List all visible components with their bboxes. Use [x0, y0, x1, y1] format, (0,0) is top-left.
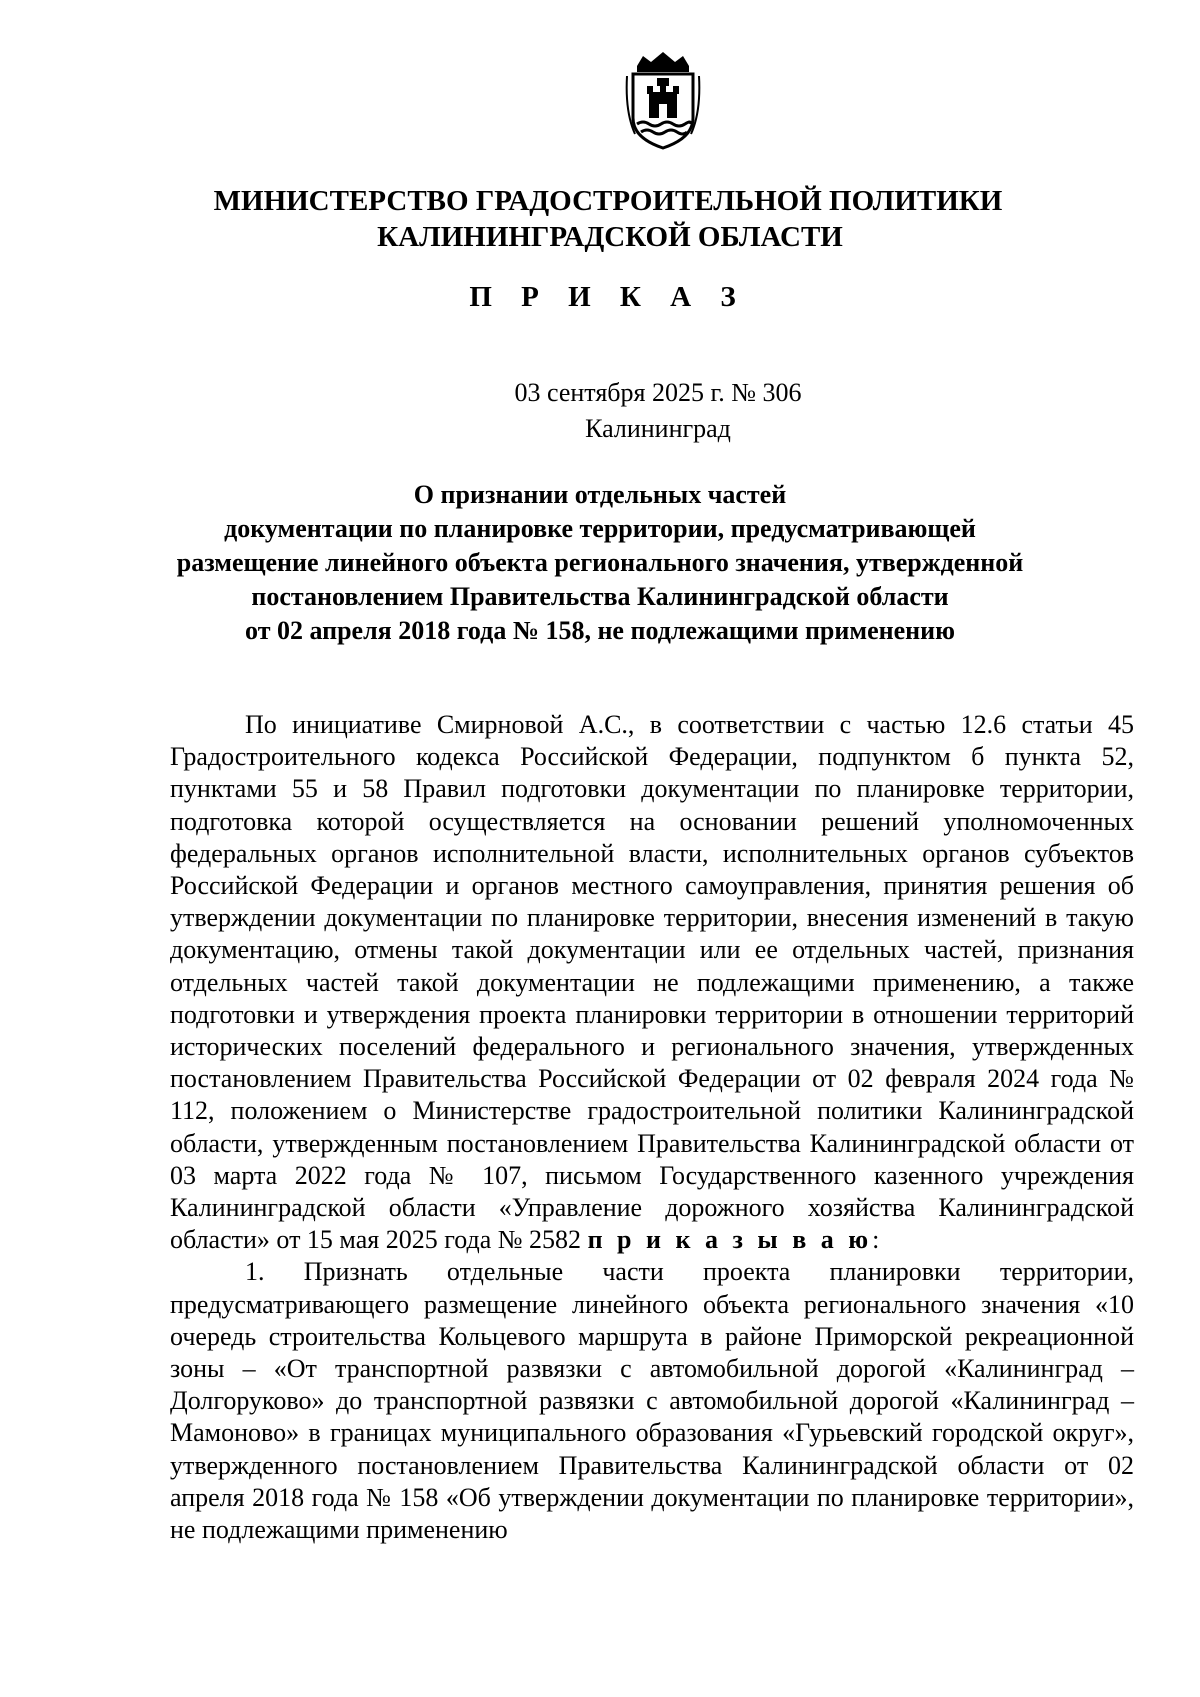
document-type-heading: П Р И К А З [469, 281, 747, 313]
kaliningrad-coat-of-arms-icon [623, 52, 703, 150]
preamble-text: По инициативе Смирновой А.С., в соответствии с частью 12.6 статьи 45 Градостроительного кодекса Российской Федерации, подпунктом б пункта 52, пунктами 55 и 58 Правил подготовки документации по планировке территории, подготовка которой осуществляется на основании решений уполномоченных федеральных органов исполнительной власти, исполнительных органов субъектов Российской Федерации и органов местного самоуправления, принятия решения об утверждении документации по планировке территории, внесения изменений в такую документацию, отмены такой документации или ее отдельных частей, признания отдельных частей такой документации не подлежащими применению, а также подготовки и утверждения проекта планировки территории в отношении территорий исторических поселений федерального и регионального значения, утвержденных постановлением Правительства Российской Федерации от 02 февраля 2024 года № 112, положением о Министерстве градостроительной политики Калининградской области, утвержденным постановлением Правительства Калининградской области от 03 марта 2022 года № 107, письмом Государственного казенного учреждения Калининградской области «Управление дорожного хозяйства Калининградской области» от 15 мая 2025 года № 2582 [170, 710, 1134, 1255]
document-body [170, 709, 1134, 1546]
document-title [0, 478, 1200, 648]
city: Калининград [585, 414, 731, 443]
title-line: документации по планировке территории, предусматривающей [224, 514, 976, 543]
order-verb: п р и к а з ы в а ю [587, 1225, 873, 1255]
title-line: О признании отдельных частей [413, 480, 787, 509]
date-and-number: 03 сентября 2025 г. № 306 [514, 378, 802, 407]
ministry-name-line2: КАЛИНИНГРАДСКОЙ ОБЛАСТИ [377, 221, 843, 253]
ministry-name-line1: МИНИСТЕРСТВО ГРАДОСТРОИТЕЛЬНОЙ ПОЛИТИКИ [213, 185, 1003, 217]
title-line: от 02 апреля 2018 года № 158, не подлежащими применению [245, 616, 955, 645]
order-colon: : [872, 1225, 880, 1255]
title-line: постановлением Правительства Калининградской области [251, 582, 949, 611]
preamble-paragraph [170, 709, 1134, 1256]
item-1-paragraph: 1. Признать отдельные части проекта планировки территории, предусматривающего размещение линейного объекта регионального значения «10 очередь строительства Кольцевого маршрута в районе Приморской рекреационной зоны – «От транспортной развязки с автомобильной дорогой «Калининград – Долгоруково» до транспортной развязки с автомобильной дорогой «Калининград – Мамоново» в границах муниципального образования «Гурьевский городской округ», утвержденного постановлением Правительства Калининградской области от 02 апреля 2018 года № 158 «Об утверждении документации по планировке территории», не подлежащими применению [170, 1257, 1134, 1545]
title-line: размещение линейного объекта регионального значения, утвержденной [176, 548, 1024, 577]
